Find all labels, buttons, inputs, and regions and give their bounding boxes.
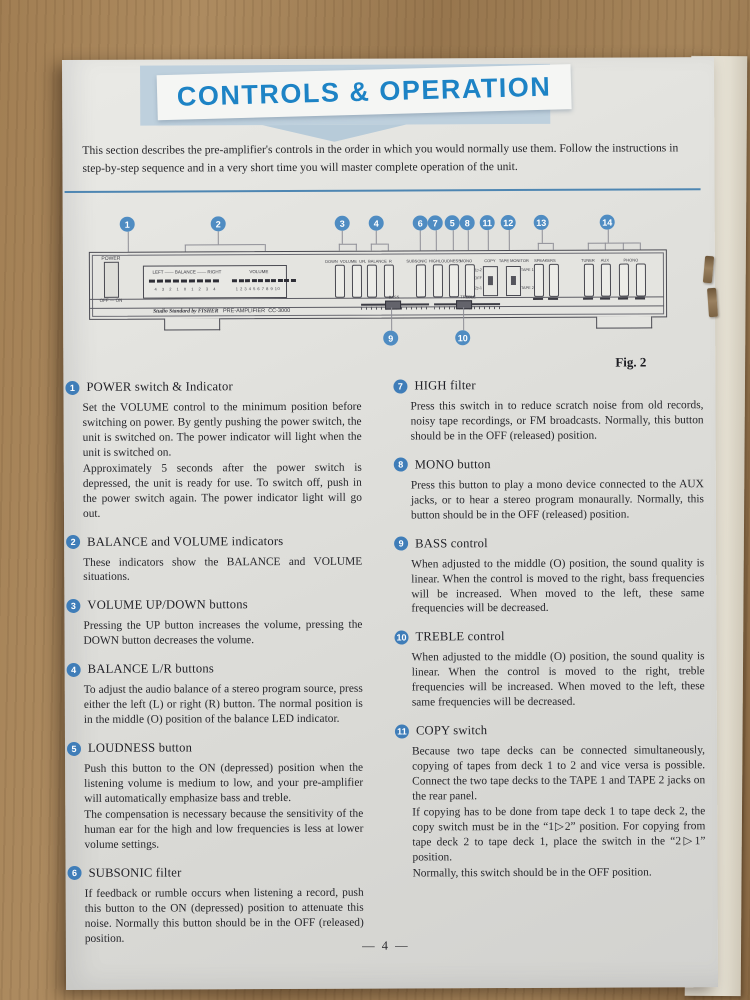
- volume-label: VOLUME: [249, 269, 269, 275]
- high-label: HIGH: [428, 258, 439, 264]
- section-heading: BALANCE and VOLUME indicators: [87, 533, 284, 549]
- callout-line-14b: [605, 243, 606, 250]
- copy-switch-knob: [487, 276, 492, 285]
- intro-text: This section describes the pre-amplifier's controls in the order in which you would normally use them. Follow the instructions in step-by-step sequence and in a very short time you will master complete operation of the unit.: [82, 141, 679, 175]
- copy-pos-off: OFF: [474, 276, 482, 281]
- brand-strip: [153, 308, 290, 315]
- callout-4: 4: [369, 216, 384, 231]
- balance-led-indicator: [149, 279, 219, 282]
- callout-line-8: [468, 230, 469, 250]
- section-heading: POWER switch & Indicator: [86, 379, 233, 394]
- section-heading: BASS control: [415, 535, 488, 551]
- section-copy: [395, 722, 706, 881]
- callout-line-14d: [640, 242, 641, 249]
- callout-line-3b: [356, 244, 357, 251]
- aux-button: [601, 264, 611, 297]
- callout-8: 8: [460, 215, 475, 230]
- button-marker: [600, 298, 610, 300]
- section-number-badge: 8: [394, 458, 408, 472]
- callout-1: 1: [120, 217, 135, 232]
- power-switch: [104, 262, 119, 298]
- tape-monitor-switch: [506, 266, 521, 296]
- brand-text: Studio Standard by FISHER: [153, 307, 219, 315]
- volume-up-button: [352, 265, 362, 298]
- volume-scale-numbers: 1 2 3 4 5 6 7 8 9 10: [235, 286, 281, 292]
- callout-line-13b: [553, 243, 554, 250]
- callout-7: 7: [428, 215, 443, 230]
- section-number-badge: 1: [65, 380, 79, 394]
- callout-6: 6: [413, 215, 428, 230]
- callout-line-4b: [388, 244, 389, 251]
- section-number-badge: 4: [67, 663, 81, 677]
- callout-line-4: [376, 231, 377, 244]
- volume-down-button: [335, 265, 345, 298]
- section-heading: LOUDNESS button: [87, 740, 193, 755]
- button-marker: [583, 298, 593, 300]
- section-paragraph: Normally, this switch should be in the OFF position.: [412, 866, 652, 880]
- bass-slider: [361, 303, 429, 305]
- section-number-badge: 5: [67, 741, 81, 755]
- loudness-button: [449, 264, 459, 297]
- copy-pos-2: 2▷1: [474, 286, 483, 291]
- section-paragraph: Push this button to the ON (depressed) position when the listening volume is medium to low, and your pre-amplifier will automatically emphasize bass and treble.: [84, 761, 364, 805]
- callout-line-14a: [588, 243, 589, 250]
- callout-line-2b: [265, 244, 266, 251]
- section-heading: SUBSONIC filter: [88, 865, 182, 880]
- callout-line-5: [453, 230, 454, 250]
- tape-monitor-knob: [510, 276, 515, 285]
- section-paragraph: If feedback or rumble occurs when listening a record, push this button to the ON (depressed) position to attenuate this noise. Normally this button should be in the OFF (released) position.: [84, 886, 364, 945]
- callout-13: 13: [534, 215, 549, 230]
- callout-3: 3: [335, 216, 350, 231]
- staple-bottom: [707, 288, 718, 318]
- header-ribbon-chevron: [262, 124, 406, 142]
- section-paragraph: When adjusted to the middle (O) position, the sound quality is linear. When the control is moved to the right, bass frequencies will be increased. When moved to the left, these same frequencies will be decreased.: [411, 556, 705, 615]
- callout-line-13: [542, 230, 543, 243]
- button-marker: [635, 297, 645, 299]
- speakers-label: SPEAKERS: [534, 257, 556, 263]
- balance-left-button: [367, 265, 377, 298]
- left-column: [65, 379, 364, 960]
- callout-line-11: [488, 230, 489, 250]
- section-paragraph: To adjust the audio balance of a stereo program source, press either the left (L) or right (R) button. The normal position is in the middle (O) position of the balance LED indicator.: [83, 682, 363, 727]
- callout-line-7: [436, 230, 437, 250]
- section-paragraph: If copying has to be done from tape deck 1 to tape deck 2, the copy switch must be in the “1▷2” position. For copying from tape deck 2 to tape deck 1, place the switch in the “2▷1” position.: [412, 805, 706, 864]
- callout-line-3: [342, 231, 343, 244]
- tuner-label: TUNER: [580, 257, 595, 263]
- panel-foot-left: [164, 318, 220, 330]
- balance-right-button: [384, 265, 394, 298]
- button-marker: [548, 298, 558, 300]
- section-subsonic: [68, 864, 364, 946]
- section-number-badge: 6: [68, 866, 82, 880]
- mono-label: MONO: [459, 258, 473, 264]
- callout-line-6: [420, 230, 421, 250]
- balance-buttons-label: L BALANCE R: [363, 258, 392, 264]
- treble-slider-label: TREBLE: [460, 294, 476, 300]
- copy-label: COPY: [484, 258, 496, 264]
- section-heading: VOLUME UP/DOWN buttons: [87, 597, 248, 613]
- section-paragraph: Approximately 5 seconds after the power switch is depressed, the unit is ready for use. To switch off, push in the power switch again. The power indicator light will go out.: [82, 461, 362, 520]
- section-volume-buttons: [66, 597, 362, 649]
- balance-scale-numbers: 4 3 2 1 0 1 2 3 4: [154, 286, 218, 292]
- section-heading: MONO button: [414, 456, 491, 472]
- figure-label: Fig. 2: [615, 354, 647, 370]
- copy-switch: [483, 266, 498, 296]
- tape-pos-1: TAPE 1: [520, 267, 534, 272]
- section-paragraph: When adjusted to the middle (O) position, the sound quality is linear. When the control is moved to the right, treble frequencies will be increased. When moved to the left, these same frequencies will be decreased.: [411, 650, 705, 709]
- model-text: PRE-AMPLIFIER CC-3000: [222, 307, 291, 314]
- section-number-badge: 2: [66, 535, 80, 549]
- high-filter-button: [433, 264, 443, 297]
- section-number-badge: 9: [394, 537, 408, 551]
- callout-bracket-14: [588, 242, 640, 243]
- treble-slider: [434, 303, 500, 305]
- callout-11: 11: [480, 215, 495, 230]
- volume-buttons-label: DOWN VOLUME UP: [325, 258, 365, 264]
- phono-2-button: [636, 263, 646, 296]
- section-treble: [394, 629, 704, 711]
- callout-9: 9: [383, 331, 398, 346]
- page-number: — 4 —: [362, 938, 410, 953]
- callout-line-2: [218, 231, 219, 244]
- section-paragraph: Press this switch in to reduce scratch noise from old records, noisy tape recordings, or FM broadcasts. Normally, this button should be in the OFF (released) position.: [410, 399, 704, 443]
- callout-line-14c: [623, 243, 624, 250]
- speakers-button: [549, 264, 559, 297]
- bass-slider-knob: [385, 301, 401, 310]
- callout-bracket-13: [538, 243, 553, 244]
- balance-scale-label: LEFT —— BALANCE —— RIGHT: [152, 269, 222, 275]
- callout-line-9: [391, 308, 392, 331]
- subsonic-label: SUBSONIC: [406, 258, 428, 264]
- callout-line-1: [128, 232, 129, 252]
- loudness-label: LOUDNESS: [438, 258, 461, 264]
- section-heading: TREBLE control: [415, 629, 505, 644]
- led-display-window: [143, 265, 287, 299]
- phono-label: PHONO: [623, 257, 639, 263]
- callout-bracket-4: [371, 244, 388, 245]
- bass-slider-label: BASS: [388, 294, 400, 300]
- right-column: [393, 377, 706, 958]
- callout-line-3a: [339, 244, 340, 251]
- section-number-badge: 3: [66, 599, 80, 613]
- phono-1-button: [619, 264, 629, 297]
- callout-line-12: [509, 230, 510, 250]
- section-power: [65, 379, 362, 522]
- copy-pos-1: 1▷2: [474, 268, 482, 273]
- callout-5: 5: [445, 215, 460, 230]
- section-balance-buttons: [67, 661, 363, 728]
- callout-10: 10: [455, 330, 470, 345]
- section-indicators: [66, 533, 362, 585]
- button-marker: [533, 298, 543, 300]
- panel-foot-right: [596, 316, 652, 328]
- section-mono: [394, 456, 704, 523]
- section-paragraph: Pressing the UP button increases the volume, pressing the DOWN button decreases the volume.: [83, 619, 363, 648]
- section-number-badge: 7: [393, 379, 407, 393]
- callout-line-14: [608, 230, 609, 243]
- callout-14: 14: [600, 215, 615, 230]
- subsonic-button: [416, 264, 426, 297]
- section-number-badge: 10: [394, 630, 408, 644]
- section-heading: BALANCE L/R buttons: [87, 661, 214, 677]
- tape-monitor-label: TAPE MONITOR: [498, 257, 529, 264]
- section-paragraph: Set the VOLUME control to the minimum position before switching on power. By gently pushing the power switch, the unit is switched on. The power indicator will light when the unit is switched on.: [82, 400, 362, 459]
- callout-line-13a: [538, 243, 539, 250]
- front-panel-diagram: [85, 206, 674, 361]
- callout-bracket-2: [185, 244, 265, 245]
- section-bass: [394, 535, 704, 617]
- section-high-filter: [393, 377, 703, 444]
- page-title: CONTROLS & OPERATION: [176, 71, 552, 112]
- section-loudness: [67, 740, 363, 853]
- body-columns: [65, 377, 708, 959]
- button-marker: [618, 298, 628, 300]
- section-heading: HIGH filter: [414, 378, 476, 393]
- section-paragraph: The compensation is necessary because the sensitivity of the human ear for the high and low frequencies is less at lower volume settings.: [84, 807, 364, 851]
- callout-line-10: [463, 307, 464, 330]
- section-paragraph: Because two tape decks can be connected simultaneously, copying of tapes from deck 1 to 2 and vice versa is possible. Connect the two tape decks to the TAPE 1 and TAPE 2 jacks on the rear panel.: [411, 744, 706, 803]
- tuner-button: [584, 264, 594, 297]
- power-label: POWER: [101, 255, 121, 262]
- callout-2: 2: [211, 216, 226, 231]
- manual-page: [62, 57, 718, 990]
- callout-line-4a: [371, 244, 372, 251]
- callout-bracket-3: [339, 244, 357, 245]
- callout-12: 12: [501, 215, 516, 230]
- power-sub-label: OFF — ON: [99, 297, 123, 303]
- section-paragraph: Press this button to play a mono device connected to the AUX jacks, or to hear a stereo program monaurally. Normally, this button should be in the OFF (released) position.: [410, 478, 704, 522]
- aux-label: AUX: [600, 257, 609, 263]
- callout-line-2a: [185, 244, 186, 251]
- volume-led-indicator: [232, 279, 296, 282]
- tape-pos-2: TAPE 2: [520, 285, 534, 290]
- section-paragraph: These indicators show the BALANCE and VOLUME situations.: [83, 555, 363, 584]
- section-number-badge: 11: [395, 724, 409, 738]
- header-divider-rule: [65, 188, 701, 193]
- section-heading: COPY switch: [415, 723, 488, 738]
